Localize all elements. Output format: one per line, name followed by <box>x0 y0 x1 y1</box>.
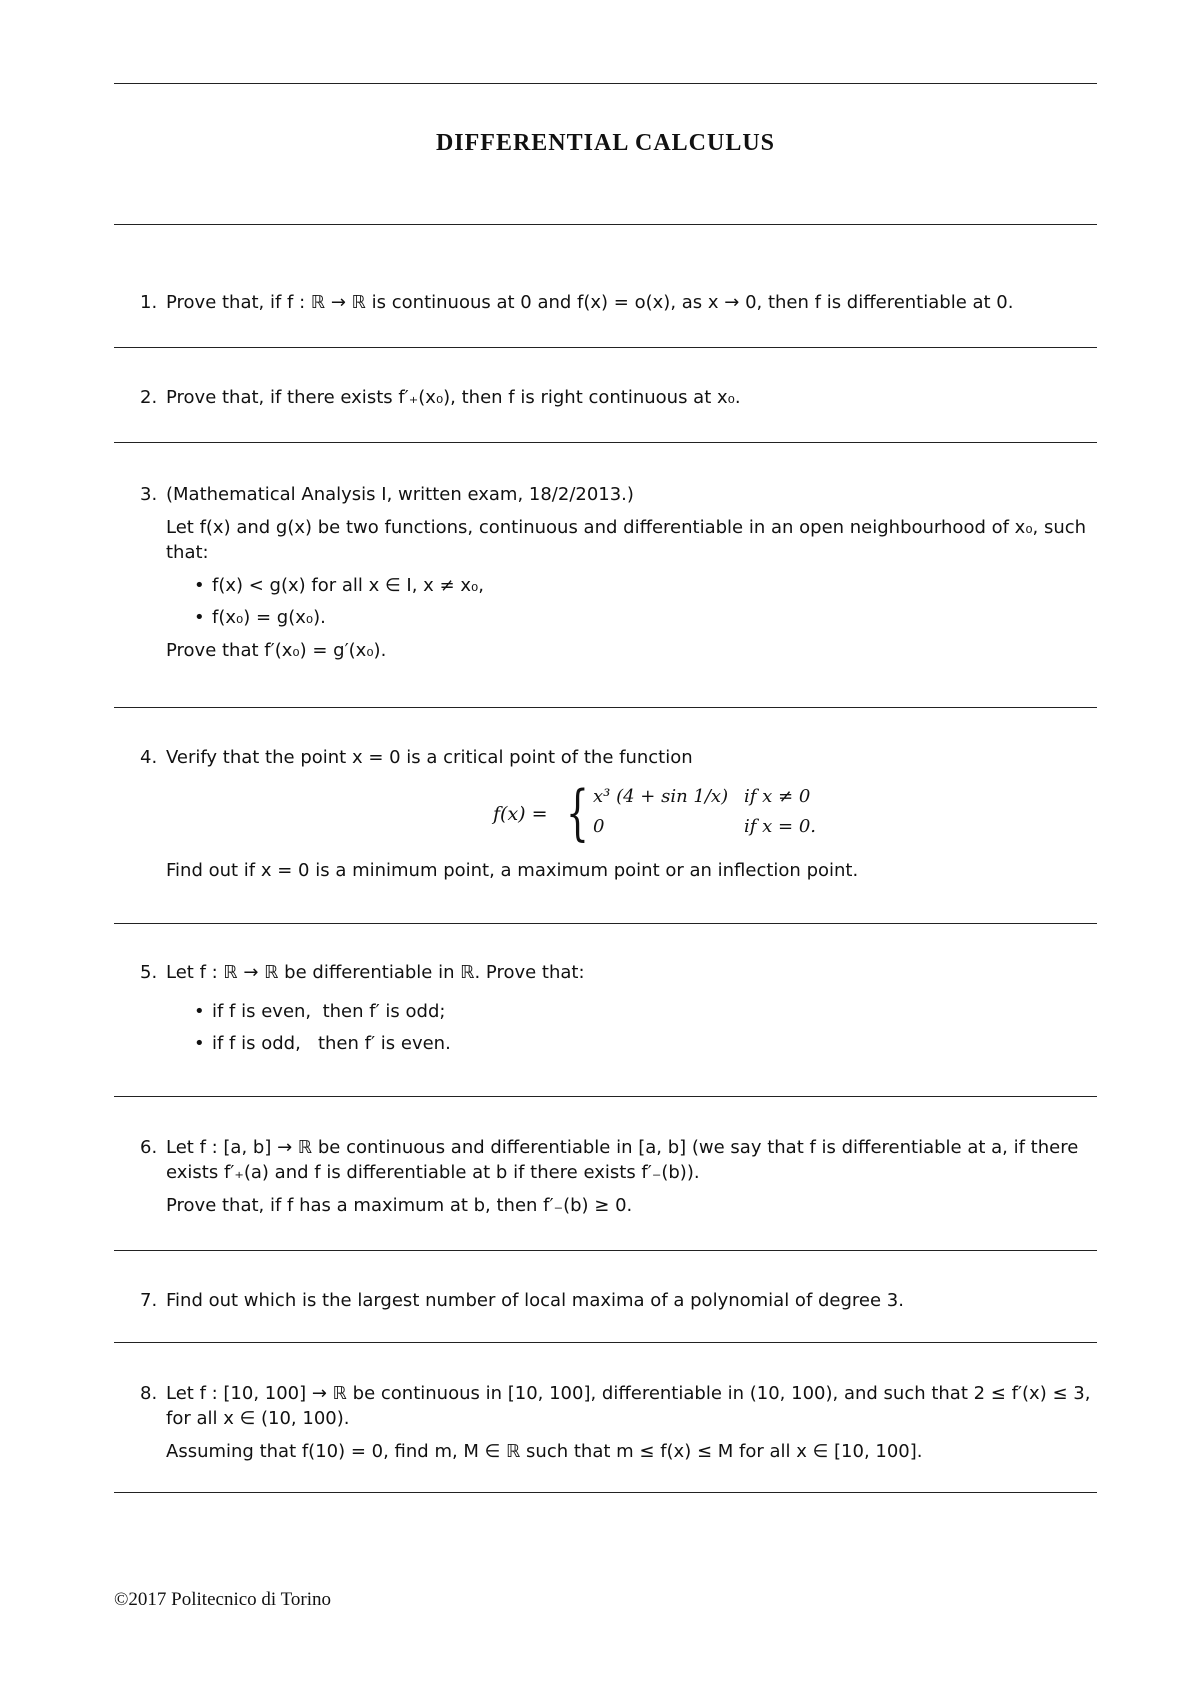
problem-conclusion: Find out if x = 0 is a minimum point, a maximum point or an inflection point. <box>166 860 859 881</box>
problem-3 <box>114 482 1097 663</box>
formula-lhs: f(x) = <box>493 803 548 825</box>
problem-number: 6. <box>140 1137 158 1158</box>
footer-copyright: ©2017 Politecnico di Torino <box>114 1589 331 1610</box>
problem-source: (Mathematical Analysis I, written exam, 18/2/2013.) <box>166 484 634 505</box>
problem-5 <box>114 960 1097 1064</box>
separator-rule <box>114 1342 1097 1343</box>
page-title: DIFFERENTIAL CALCULUS <box>435 130 776 156</box>
problem-2 <box>114 385 1097 410</box>
problem-4 <box>114 745 1097 883</box>
separator-rule <box>114 923 1097 924</box>
list-item: • f(x) < g(x) for all x ∈ I, x ≠ x₀, <box>194 573 1097 598</box>
problem-number: 5. <box>140 962 158 983</box>
separator-rule <box>114 707 1097 708</box>
top-rule <box>114 83 1097 84</box>
bottom-rule <box>114 1492 1097 1493</box>
problem-number: 4. <box>140 747 158 768</box>
problem-text: Let f(x) and g(x) be two functions, continuous and differentiable in an open neighbourhood of x₀, such that: <box>166 517 1087 563</box>
problem-conclusion: Prove that, if f has a maximum at b, then f′₋(b) ≥ 0. <box>166 1195 633 1216</box>
formula-case-2-expression: 0 <box>593 816 605 837</box>
problem-number: 3. <box>140 484 158 505</box>
condition-list <box>166 999 1097 1056</box>
problem-7 <box>114 1288 1097 1313</box>
problem-conclusion: Assuming that f(10) = 0, find m, M ∈ ℝ such that m ≤ f(x) ≤ M for all x ∈ [10, 100]. <box>166 1441 923 1462</box>
problem-text: Prove that, if there exists f′₊(x₀), then f is right continuous at x₀. <box>166 387 741 408</box>
list-item: • if f is even, then f′ is odd; <box>194 999 1097 1024</box>
problem-6 <box>114 1135 1097 1218</box>
problem-number: 7. <box>140 1290 158 1311</box>
condition-list <box>166 573 1097 630</box>
formula-case-1-expression: x³ (4 + sin 1/x) <box>593 786 729 807</box>
problem-text: Let f : [10, 100] → ℝ be continuous in [10, 100], differentiable in (10, 100), and such that 2 ≤ f′(x) ≤ 3, for all x ∈ (10, 100). <box>166 1383 1091 1429</box>
separator-rule <box>114 442 1097 443</box>
piecewise-formula <box>166 778 1097 848</box>
problem-conclusion: Prove that f′(x₀) = g′(x₀). <box>166 640 387 661</box>
problem-number: 1. <box>140 292 158 313</box>
problem-text: Prove that, if f : ℝ → ℝ is continuous at 0 and f(x) = o(x), as x → 0, then f is differentiable at 0. <box>166 292 1014 313</box>
list-item: • f(x₀) = g(x₀). <box>194 605 1097 630</box>
problem-text: Let f : [a, b] → ℝ be continuous and differentiable in [a, b] (we say that f is differentiable at a, if there exists f′₊(a) and f is differentiable at b if there exists f′₋(b)). <box>166 1137 1079 1183</box>
separator-rule <box>114 347 1097 348</box>
formula-case-1-condition: if x ≠ 0 <box>744 786 811 807</box>
separator-rule <box>114 1250 1097 1251</box>
problem-number: 8. <box>140 1383 158 1404</box>
problem-8 <box>114 1381 1097 1464</box>
problem-text: Verify that the point x = 0 is a critical point of the function <box>166 747 693 768</box>
problem-number: 2. <box>140 387 158 408</box>
title-rule <box>114 224 1097 225</box>
problem-text: Let f : ℝ → ℝ be differentiable in ℝ. Prove that: <box>166 962 585 983</box>
list-item: • if f is odd, then f′ is even. <box>194 1031 1097 1056</box>
formula-case-2-condition: if x = 0. <box>744 816 816 837</box>
problem-1 <box>114 290 1097 315</box>
left-brace: { <box>566 778 589 848</box>
separator-rule <box>114 1096 1097 1097</box>
problem-text: Find out which is the largest number of local maxima of a polynomial of degree 3. <box>166 1290 904 1311</box>
